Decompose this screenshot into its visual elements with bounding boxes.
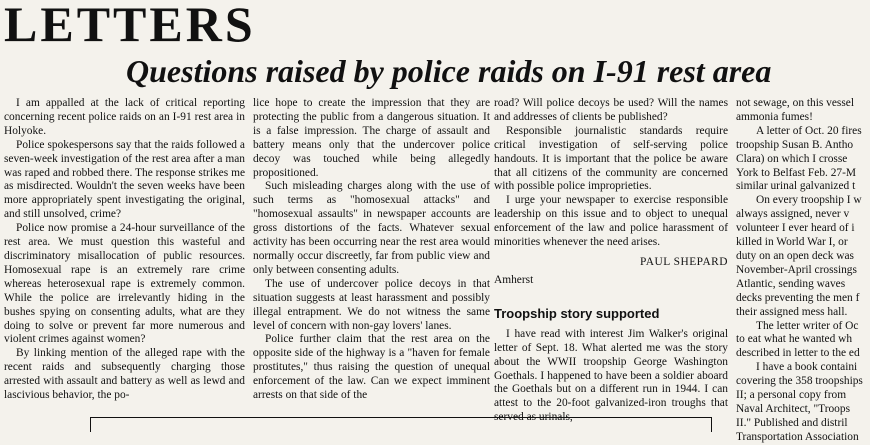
column-4-line: Naval Architect, "Troops: [736, 402, 851, 415]
paragraph: The use of undercover police decoys in that situation suggests at least harassment and possibly illegal entrapment. We do not witness the same level of concern with non-gay lovers' lanes.: [253, 277, 490, 332]
column-4-line: volunteer I ever heard of i: [736, 222, 855, 235]
column-4-line: similar urinal galvanized t: [736, 180, 856, 193]
column-4-line: not sewage, on this vessel: [736, 97, 854, 109]
paragraph: lice hope to create the impression that they are protecting the public from a dangerous situation. It is a false impression. The charge of assault and battery means only that the undercover police decoy was touched while being allegedly propositioned.: [253, 97, 490, 179]
column-4-line: killed in World War I, or: [736, 236, 848, 249]
column-4-line: described in letter to the ed: [736, 347, 860, 360]
masthead: LETTERS: [4, 0, 256, 52]
column-4-line: Clara) on which I crosse: [736, 152, 848, 165]
column-4-line: York to Belfast Feb. 27-M: [736, 166, 857, 179]
paragraph: I urge your newspaper to exercise responsible leadership on this issue and to object to unequal enforcement of the law and police harassment of minorities whenever the need arises.: [494, 194, 728, 249]
column-1: [4, 97, 245, 428]
column-4: [736, 97, 870, 443]
column-4-line: November-April crossings: [736, 263, 857, 276]
column-4-line: The letter writer of Oc: [756, 319, 859, 332]
column-4-line: covering the 358 troopships: [736, 375, 863, 388]
column-4-line: troopship Susan B. Antho: [736, 138, 854, 151]
subheading: Troopship story supported: [494, 305, 660, 321]
column-4-line: II." Published and distril: [736, 416, 848, 429]
column-4-line: always assigned, never v: [736, 208, 850, 221]
signature: PAUL SHEPARD: [640, 255, 728, 268]
headline: Questions raised by police raids on I-91 rest area: [126, 53, 772, 89]
column-2: [253, 97, 490, 428]
column-4-line: ammonia fumes!: [736, 110, 813, 123]
bottom-box-border: [90, 417, 712, 432]
column-4-line: Atlantic, sending waves: [736, 277, 846, 290]
column-4-line: to eat what he wanted wh: [736, 333, 853, 346]
column-4-line: On every troopship I w: [756, 194, 862, 207]
paragraph: Such misleading charges along with the use of such terms as "homosexual attacks" and "homosexual assaults" in newspaper accounts are gross distortions of the facts. Whatever sexual activity has been occurring near the rest area would normally occur discreetly, far from public view and only between consenting adults.: [253, 180, 490, 276]
column-4-line: A letter of Oct. 20 fires: [756, 124, 862, 137]
column-4-line: I have a book containi: [756, 361, 858, 374]
column-4-line: their assigned mess hall.: [736, 305, 848, 318]
paragraph: road? Will police decoys be used? Will the names and addresses of clients be published?: [494, 97, 728, 123]
column-4-line: duty on an open deck was: [736, 249, 854, 262]
paragraph: I have read with interest Jim Walker's original letter of Sept. 18. What alerted me was the story about the WWII troopship George Washington Goethals. I happened to have been a soldier aboard the Goethals but on a different run in 1944. I can attest to the 20-foot galvanized-iron troughs that served as urinals,: [494, 327, 728, 424]
column-4-line: Transportation Association: [736, 430, 859, 443]
signature-place: Amherst: [494, 273, 534, 286]
paragraph: By linking mention of the alleged rape with the recent raids and subsequently charging those arrested with assault and battery as well as lewd and lascivious behavior, the po-: [4, 347, 245, 402]
paragraph: Police further claim that the rest area on the opposite side of the highway is a "haven for female prostitutes," thus raising the question of unequal enforcement of the law. Can we expect imminent arrests on that side of the: [253, 333, 490, 402]
column-4-line: decks preventing the men f: [736, 291, 860, 304]
column-3: [494, 97, 728, 428]
paragraph: I am appalled at the lack of critical reporting concerning recent police raids on an I-91 rest area in Holyoke.: [4, 97, 245, 137]
column-4-line: II; a personal copy from: [736, 389, 847, 402]
paragraph: Police now promise a 24-hour surveillance of the rest area. We must question this wasteful and discriminatory misallocation of public resources. Homosexual rape is an extremely rare crime whereas heterosexual rape is extremely common. While the police are irrelevantly hiding in the bushes spying on consenting adults, what are they doing to solve or prevent far more numerous and violent crimes against women?: [4, 222, 245, 346]
paragraph: Responsible journalistic standards require critical investigation of self-serving police handouts. It is important that the police be aware that all citizens of the community are concerned with possible police improprieties.: [494, 124, 728, 193]
paragraph: Police spokespersons say that the raids followed a seven-week investigation of the rest area after a man was raped and robbed there. The response strikes me as misdirected. Wouldn't the seven weeks have been more appropriately spent investigating the original, and still unsolved, crime?: [4, 138, 245, 221]
